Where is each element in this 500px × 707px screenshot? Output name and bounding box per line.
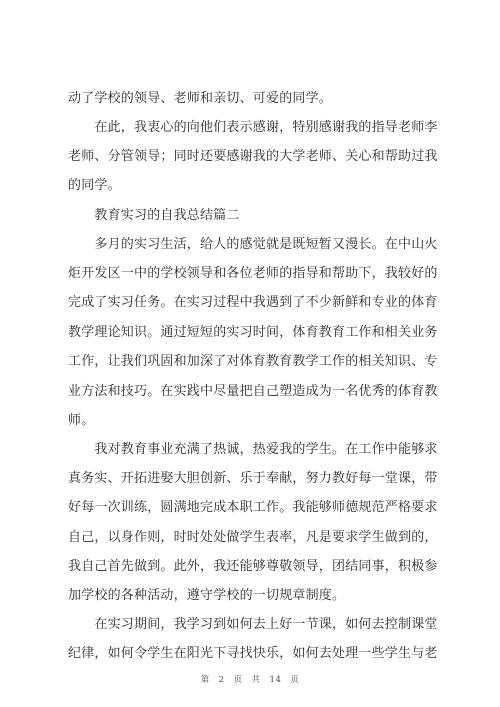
text-line: 教学理论知识。通过短短的实习时间，体育教育工作和相关业务 xyxy=(68,325,438,340)
text-line: 自己，以身作则，时时处处做学生表率，凡是要求学生做到的， xyxy=(68,530,438,545)
text-line: 炬开发区一中的学校领导和各位老师的指导和帮助下，我较好的 xyxy=(68,266,438,281)
text-line: 动了学校的领导、老师和亲切、可爱的同学。 xyxy=(68,91,333,106)
text-line: 我对教育事业充满了热诚，热爱我的学生。在工作中能够求 xyxy=(68,442,438,457)
page-footer: 第 2 页 共 14 页 xyxy=(200,675,300,685)
text-line: 我自己首先做到。此外，我还能够尊敬领导，团结同事，积极参 xyxy=(68,559,438,574)
text-line: 真务实、开拓进娶大胆创新、乐于奉献，努力教好每一堂课，带 xyxy=(68,471,438,486)
text-line: 多月的实习生活，给人的感觉就是既短暂又漫长。在中山火 xyxy=(68,237,438,252)
text-line: 工作，让我们巩固和加深了对体育教育教学工作的相关知识、专 xyxy=(68,354,438,369)
text-line: 纪律，如何令学生在阳光下寻找快乐，如何去处理一些学生与老 xyxy=(68,646,438,661)
text-line: 在实习期间，我学习到如何去上好一节课，如何去控制课堂 xyxy=(68,617,438,632)
text-line: 师。 xyxy=(68,413,95,428)
text-line: 业方法和技巧。在实践中尽量把自己塑造成为一名优秀的体育教 xyxy=(68,384,438,399)
text-line: 的同学。 xyxy=(68,178,121,193)
text-line: 好每一次训练，圆满地完成本职工作。我能够师德规范严格要求 xyxy=(68,500,438,515)
text-line: 在此，我衷心的向他们表示感谢，特别感谢我的指导老师李 xyxy=(68,120,438,135)
text-line: 老师、分管领导；同时还要感谢我的大学老师、关心和帮助过我 xyxy=(68,149,438,164)
text-line: 完成了实习任务。在实习过程中我遇到了不少新鲜和专业的体育 xyxy=(68,295,438,310)
text-line: 加学校的各种活动，遵守学校的一切规章制度。 xyxy=(68,588,346,603)
section-heading: 教育实习的自我总结篇二 xyxy=(68,208,240,223)
